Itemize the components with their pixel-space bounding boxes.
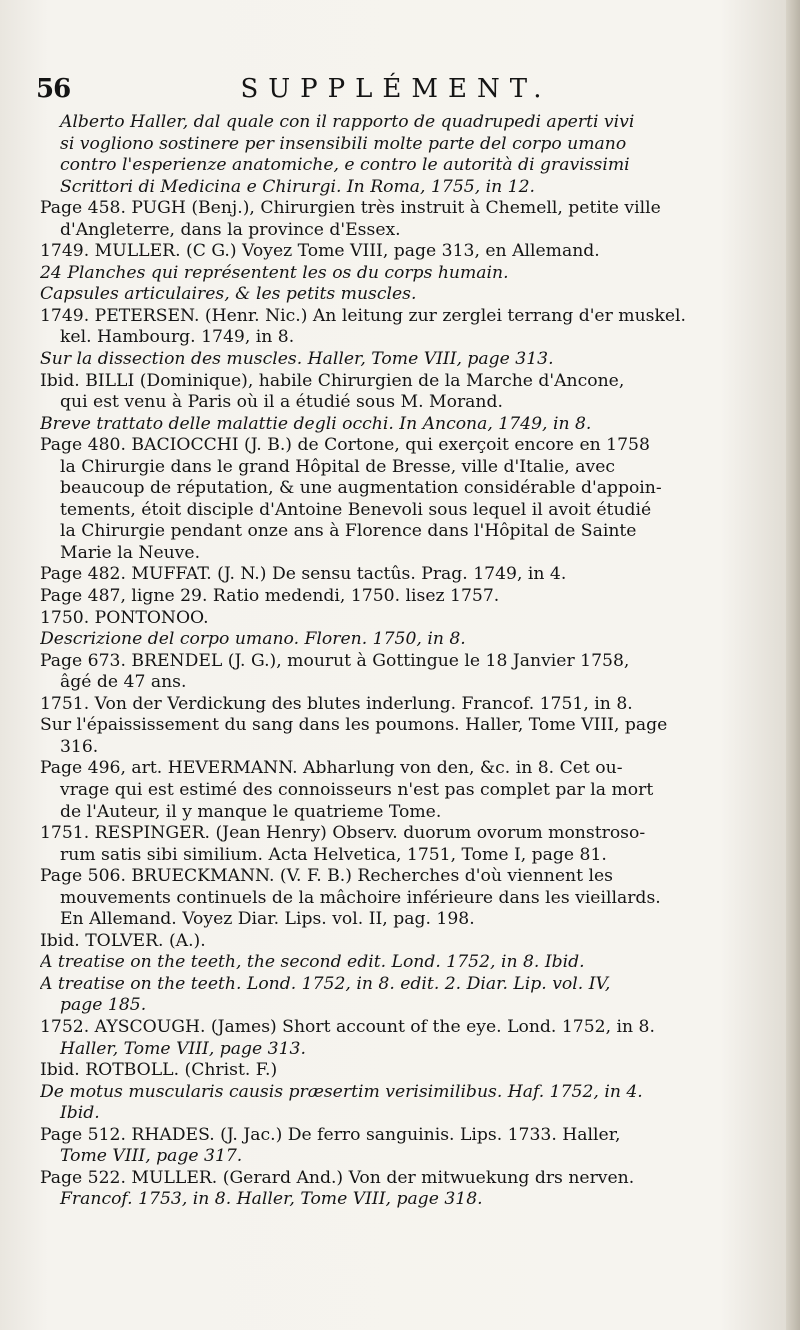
text-line: Page 506. BRUECKMANN. (V. F. B.) Recherches d'où viennent les	[40, 866, 613, 887]
text-line: Capsules articulaires, & les petits muscles.	[40, 284, 417, 305]
text-line: qui est venu à Paris où il a étudié sous M. Morand.	[60, 392, 503, 413]
text-line: de l'Auteur, il y manque le quatrieme Tome.	[60, 801, 442, 822]
text-line: Tome VIII, page 317.	[60, 1146, 243, 1167]
text-line: En Allemand. Voyez Diar. Lips. vol. II, pag. 198.	[60, 909, 475, 930]
text-line: Scrittori di Medicina e Chirurgi. In Roma, 1755, in 12.	[60, 176, 535, 197]
text-line: âgé de 47 ans.	[60, 672, 187, 693]
text-line: Page 522. MULLER. (Gerard And.) Von der mitwuekung drs nerven.	[40, 1167, 635, 1188]
text-line: kel. Hambourg. 1749, in 8.	[60, 327, 295, 348]
running-head: SUPPLÉMENT.	[240, 74, 552, 104]
text-line: la Chirurgie dans le grand Hôpital de Bresse, ville d'Italie, avec	[60, 456, 615, 477]
text-line: Francof. 1753, in 8. Haller, Tome VIII, page 318.	[60, 1189, 483, 1210]
text-line: Haller, Tome VIII, page 313.	[60, 1038, 306, 1059]
text-line: Page 496, art. HEVERMANN. Abharlung von den, &c. in 8. Cet ou-	[40, 758, 623, 779]
text-line: Page 480. BACIOCCHI (J. B.) de Cortone, qui exerçoit encore en 1758	[40, 435, 650, 456]
text-line: A treatise on the teeth. Lond. 1752, in 8. edit. 2. Diar. Lip. vol. IV,	[40, 973, 611, 994]
page-header	[36, 68, 756, 108]
text-line: tements, étoit disciple d'Antoine Benevoli sous lequel il avoit étudié	[60, 499, 652, 520]
text-line: Page 458. PUGH (Benj.), Chirurgien très instruit à Chemell, petite ville	[40, 198, 661, 219]
text-line: si vogliono sostinere per insensibili molte parte del corpo umano	[60, 133, 627, 154]
text-line: Marie la Neuve.	[60, 542, 201, 563]
text-line: Breve trattato delle malattie degli occhi. In Ancona, 1749, in 8.	[40, 413, 592, 434]
text-line: beaucoup de réputation, & une augmentation considérable d'appoin-	[60, 478, 662, 499]
text-line: Descrizione del corpo umano. Floren. 1750, in 8.	[40, 629, 466, 650]
text-line: vrage qui est estimé des connoisseurs n'est pas complet par la mort	[60, 779, 654, 800]
text-line: Ibid. TOLVER. (A.).	[40, 930, 206, 951]
text-line: Page 487, ligne 29. Ratio medendi, 1750. lisez 1757.	[40, 586, 500, 607]
text-line: contro l'esperienze anatomiche, e contro le autorità di gravissimi	[60, 155, 630, 176]
text-line: 316.	[60, 736, 99, 757]
text-line: 1751. Von der Verdickung des blutes inderlung. Francof. 1751, in 8.	[40, 693, 633, 714]
text-line: d'Angleterre, dans la province d'Essex.	[60, 219, 401, 240]
text-line: rum satis sibi similium. Acta Helvetica, 1751, Tome I, page 81.	[60, 844, 607, 865]
page-body-text	[40, 112, 756, 1211]
text-line: mouvements continuels de la mâchoire inférieure dans les vieillards.	[60, 887, 661, 908]
text-line: Page 482. MUFFAT. (J. N.) De sensu tactûs. Prag. 1749, in 4.	[40, 564, 567, 585]
text-line: Alberto Haller, dal quale con il rapporto de quadrupedi aperti vivi	[60, 112, 635, 132]
text-line: A treatise on the teeth, the second edit. Lond. 1752, in 8. Ibid.	[40, 952, 585, 973]
text-line: Ibid.	[60, 1103, 100, 1124]
text-line: page 185.	[60, 995, 147, 1016]
text-line: Page 512. RHADES. (J. Jac.) De ferro sanguinis. Lips. 1733. Haller,	[40, 1124, 621, 1145]
page-number: 56	[36, 74, 71, 104]
text-line: 1752. AYSCOUGH. (James) Short account of the eye. Lond. 1752, in 8.	[40, 1016, 655, 1037]
text-line: Sur l'épaississement du sang dans les poumons. Haller, Tome VIII, page	[40, 715, 668, 736]
text-line: Sur la dissection des muscles. Haller, Tome VIII, page 313.	[40, 349, 554, 370]
text-line: 1750. PONTONOO.	[40, 607, 209, 628]
text-line: 1749. PETERSEN. (Henr. Nic.) An leitung zur zerglei terrang d'er muskel.	[40, 305, 687, 326]
text-line: Ibid. BILLI (Dominique), habile Chirurgien de la Marche d'Ancone,	[40, 370, 625, 391]
text-line: la Chirurgie pendant onze ans à Florence dans l'Hôpital de Sainte	[60, 521, 637, 542]
text-line: Ibid. ROTBOLL. (Christ. F.)	[40, 1060, 278, 1081]
text-line: De motus muscularis causis præsertim verisimilibus. Haf. 1752, in 4.	[40, 1081, 643, 1102]
text-line: 24 Planches qui représentent les os du corps humain.	[40, 262, 509, 283]
text-line: 1749. MULLER. (C G.) Voyez Tome VIII, page 313, en Allemand.	[40, 241, 600, 262]
text-line: 1751. RESPINGER. (Jean Henry) Observ. duorum ovorum monstroso-	[40, 823, 646, 844]
page-edge	[786, 0, 800, 1330]
text-line: Page 673. BRENDEL (J. G.), mourut à Gottingue le 18 Janvier 1758,	[40, 650, 630, 671]
